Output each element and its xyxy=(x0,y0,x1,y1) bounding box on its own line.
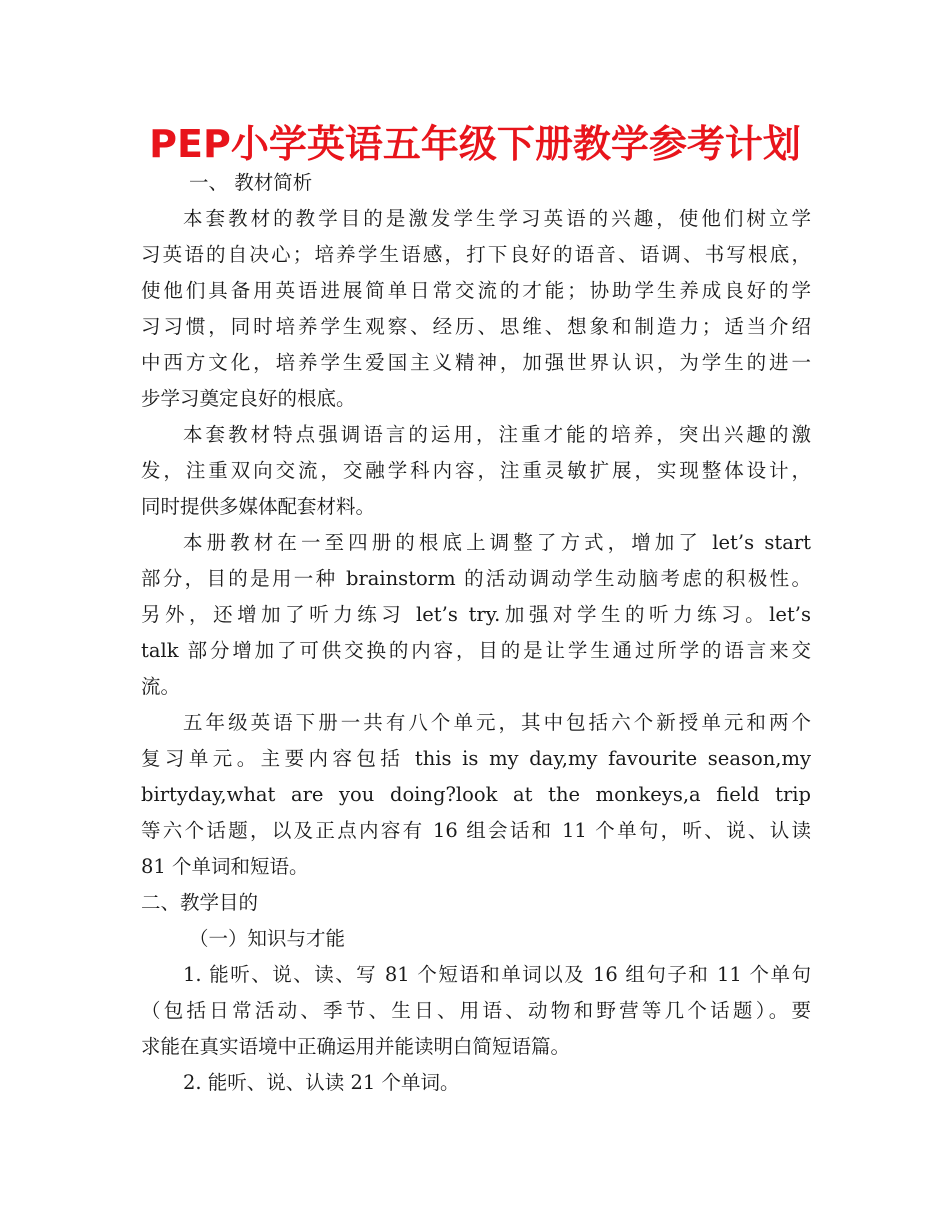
document-title: PEP小学英语五年级下册教学参考计划 xyxy=(149,122,801,166)
section-heading: 一、 教材简析 xyxy=(189,171,313,194)
text-line: 习英语的自决心；培养学生语感，打下良好的语音、语调、书写根底， xyxy=(141,243,811,266)
text-line: 2. 能听、说、认读 21 个单词。 xyxy=(183,1071,460,1094)
text-line: 同时提供多媒体配套材料。 xyxy=(141,495,376,518)
text-line: 流。 xyxy=(141,675,181,698)
text-line: 等六个话题，以及正点内容有 16 组会话和 11 个单句，听、说、认读 xyxy=(141,819,811,842)
text-line: 发，注重双向交流，交融学科内容，注重灵敏扩展，实现整体设计， xyxy=(141,459,811,482)
text-line: 习习惯，同时培养学生观察、经历、思维、想象和制造力；适当介绍 xyxy=(141,315,811,338)
text-line: talk 部分增加了可供交换的内容，目的是让学生通过所学的语言来交 xyxy=(141,639,811,662)
text-line: 本套教材特点强调语言的运用，注重才能的培养，突出兴趣的激 xyxy=(183,423,811,446)
text-line: birtyday,what are you doing?look at the monkeys,a field trip xyxy=(141,783,811,806)
text-line: 使他们具备用英语进展简单日常交流的才能；协助学生养成良好的学 xyxy=(141,279,811,302)
section-heading: 二、教学目的 xyxy=(141,891,259,914)
text-line: 本册教材在一至四册的根底上调整了方式，增加了 let’s start xyxy=(183,531,811,554)
text-line: 中西方文化，培养学生爱国主义精神，加强世界认识，为学生的进一 xyxy=(141,351,811,374)
text-line: 部分，目的是用一种 brainstorm 的活动调动学生动脑考虑的积极性。 xyxy=(141,567,811,590)
text-line: 五年级英语下册一共有八个单元，其中包括六个新授单元和两个 xyxy=(183,711,811,734)
text-line: （包括日常活动、季节、生日、用语、动物和野营等几个话题）。要 xyxy=(141,999,811,1022)
text-line: 1. 能听、说、读、写 81 个短语和单词以及 16 组句子和 11 个单句 xyxy=(183,963,811,986)
text-line: 另外，还增加了听力练习 let’s try.加强对学生的听力练习。let’s xyxy=(141,603,811,626)
text-line: 本套教材的教学目的是激发学生学习英语的兴趣，使他们树立学 xyxy=(183,207,811,230)
section-heading: （一）知识与才能 xyxy=(189,927,346,950)
document-body xyxy=(141,165,811,1101)
text-line: 步学习奠定良好的根底。 xyxy=(141,387,356,410)
text-line: 求能在真实语境中正确运用并能读明白简短语篇。 xyxy=(141,1035,571,1058)
text-line: 81 个单词和短语。 xyxy=(141,855,309,878)
text-line: 复习单元。主要内容包括 this is my day,my favourite season,my xyxy=(141,747,811,770)
